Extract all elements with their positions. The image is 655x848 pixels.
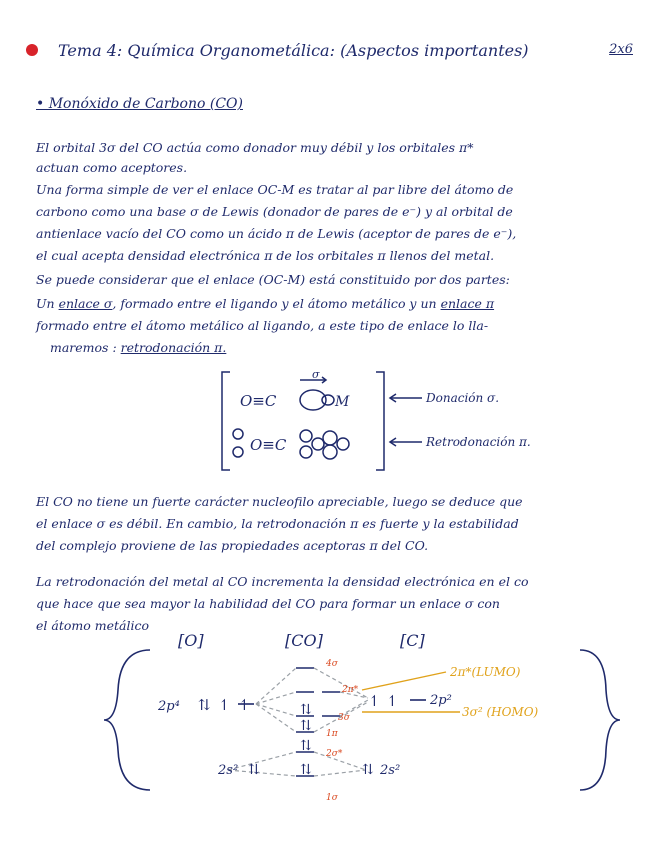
arrow-up-icon: ↿	[218, 696, 231, 714]
text-line: Se puede considerar que el enlace (OC-M) está constituido por dos partes:	[36, 272, 510, 287]
text-line: carbono como una base σ de Lewis (donador de pares de e⁻) y al orbital de	[36, 204, 513, 219]
text-fragment: maremos :	[50, 340, 117, 355]
text-line: el cual acepta densidad electrónica π de los orbitales π llenos del metal.	[36, 248, 495, 263]
arrow-pair-icon: ⇅	[300, 718, 312, 734]
arrow-up-icon: ↿	[238, 696, 251, 714]
text-line	[50, 340, 226, 355]
arrow-pair-icon: ⇅	[300, 762, 312, 778]
mo-2pi-star: 2π*	[342, 685, 359, 695]
term-sigma-bond: enlace σ	[58, 296, 113, 311]
arrow-pair-icon: ⇅	[362, 762, 374, 778]
arrow-pair-icon: ⇅	[248, 762, 260, 778]
O-2s: 2s²	[218, 763, 239, 778]
text-line: del complejo proviene de las propiedades aceptoras π del CO.	[36, 538, 429, 553]
metal-label: M	[335, 394, 350, 410]
arrow-pair-icon: ⇅	[300, 702, 312, 718]
formula-row1: O≡C	[240, 392, 277, 410]
arrow-pair-icon: ⇅	[198, 696, 211, 714]
label-C: [C]	[400, 631, 425, 650]
arrow-pair-icon: ⇅	[300, 738, 312, 754]
C-2p: 2p²	[430, 693, 452, 708]
mo-1pi: 1π	[326, 729, 338, 739]
text-fragment: Un	[36, 296, 55, 311]
retrodonation-label: Retrodonación π.	[426, 435, 531, 449]
text-line: El orbital 3σ del CO actúa como donador muy débil y los orbitales π*	[36, 140, 474, 155]
page-code: 2x6	[609, 42, 633, 57]
text-line: antienlace vacío del CO como un ácido π de Lewis (aceptor de pares de e⁻),	[36, 226, 517, 241]
text-line: que hace que sea mayor la habilidad del CO para formar un enlace σ con	[36, 596, 500, 611]
left-bracket	[222, 372, 230, 470]
text-line: El CO no tiene un fuerte carácter nucleofilo apreciable, luego se deduce que	[36, 494, 523, 509]
term-retrodonation: retrodonación π.	[120, 340, 227, 355]
right-brace	[580, 650, 620, 790]
term-pi-bond: enlace π	[440, 296, 495, 311]
donation-label: Donación σ.	[426, 391, 500, 405]
text-line: el átomo metálico	[36, 618, 149, 633]
left-brace	[104, 650, 150, 790]
label-O: [O]	[178, 631, 204, 650]
text-line	[36, 296, 494, 311]
mo-2sigma-star: 2σ*	[326, 749, 343, 759]
text-line: La retrodonación del metal al CO incrementa la densidad electrónica en el co	[36, 574, 529, 589]
text-line: actuan como aceptores.	[36, 160, 188, 175]
formula-row2: O≡C	[250, 436, 287, 454]
text-line: formado entre el átomo metálico al ligando, a este tipo de enlace lo lla-	[36, 318, 489, 333]
sigma-label: σ	[312, 368, 320, 381]
mo-diagram	[100, 630, 630, 810]
O-2p: 2p⁴	[158, 699, 180, 714]
red-bullet-icon	[26, 44, 38, 56]
C-2s: 2s²	[380, 763, 401, 778]
mo-4sigma: 4σ	[326, 659, 338, 669]
mo-3sigma: 3σ	[338, 713, 350, 723]
metal-orbital-icon	[322, 395, 334, 405]
lumo-label: 2π*(LUMO)	[450, 665, 521, 679]
arrow-up-icon: ↿	[386, 692, 399, 710]
text-line: el enlace σ es débil. En cambio, la retrodonación π es fuerte y la estabilidad	[36, 516, 519, 531]
label-CO: [CO]	[285, 631, 323, 650]
lumo-arrow-icon	[362, 672, 446, 690]
mo-1sigma: 1σ	[326, 793, 338, 803]
text-fragment: , formado entre el ligando y el átomo metálico y un	[112, 296, 437, 311]
bonding-diagram	[218, 368, 558, 478]
text-line: Una forma simple de ver el enlace OC-M es tratar al par libre del átomo de	[36, 182, 514, 197]
page-title: Tema 4: Química Organometálica: (Aspectos importantes)	[58, 41, 529, 60]
section-heading: • Monóxido de Carbono (CO)	[36, 96, 243, 112]
arrow-up-icon: ↿	[368, 692, 381, 710]
homo-label: 3σ² (HOMO)	[462, 705, 539, 719]
right-bracket	[376, 372, 384, 470]
